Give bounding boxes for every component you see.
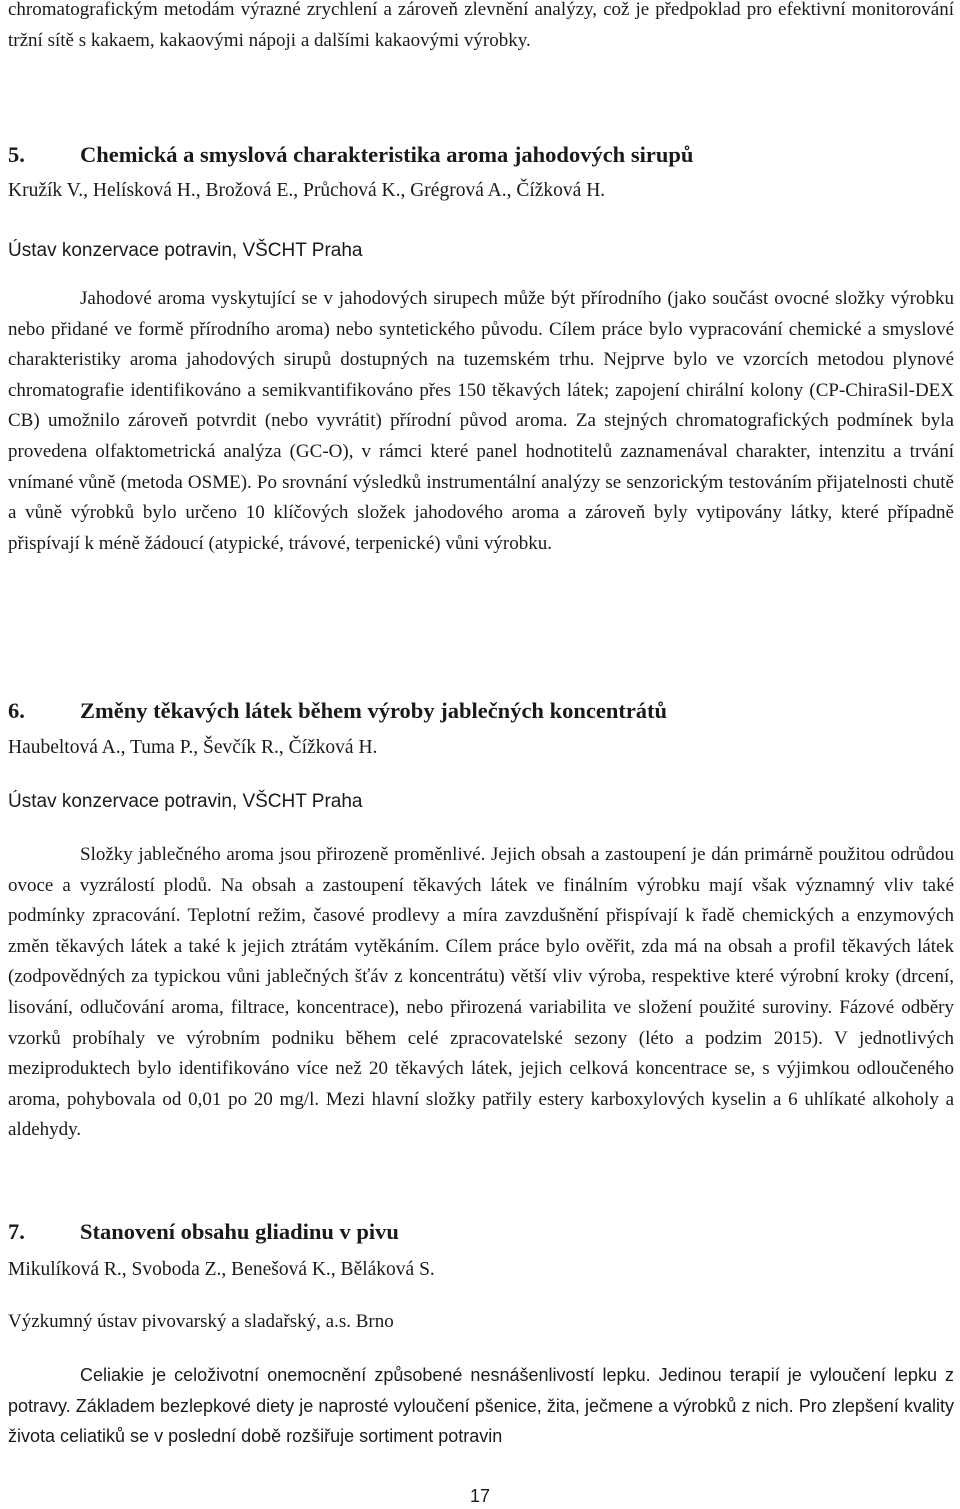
section-title: Chemická a smyslová charakteristika aroma jahodových sirupů [80,142,694,167]
section-institution: Výzkumný ústav pivovarský a sladařský, a.s. Brno [8,1311,394,1332]
section-institution: Ústav konzervace potravin, VŠCHT Praha [8,240,363,261]
section-number: 6. [8,698,25,723]
section-institution: Ústav konzervace potravin, VŠCHT Praha [8,791,363,812]
section-authors: Mikulíková R., Svoboda Z., Benešová K., Běláková S. [8,1259,435,1280]
section-abstract: Složky jablečného aroma jsou přirozeně proměnlivé. Jejich obsah a zastoupení je dán primárně použitou odrůdou ovoce a vyzrálostí plodů. Na obsah a zastoupení těkavých látek ve finálním výrobku mají však významný vliv také podmínky zpracování. Teplotní režim, časové prodlevy a míra zavzdušnění přispívají k řadě chemických a enzymových změn těkavých látek a také k jejich ztrátám vytěkáním. Cílem práce bylo ověřit, zda má na obsah a profil těkavých látek (zodpovědných za typickou vůni jablečných šťáv z koncentrátu) větší vliv výroba, respektive které výrobní kroky (drcení, lisování, odlučování aroma, filtrace, koncentrace), nebo přirozená variabilita ve složení použité suroviny. Fázové odběry vzorků probíhaly ve výrobním podniku během celé zpracovatelské sezony (léto a podzim 2015). V jednotlivých meziproduktech bylo identifikováno více než 20 těkavých látek, jejich celková koncentrace se, s výjimkou odloučeného aroma, pohybovala od 0,01 po 20 mg/l. Mezi hlavní složky patřily estery karboxylových kyselin a 6 uhlíkaté alkoholy a aldehydy. [8,844,954,1141]
section-authors: Kružík V., Helísková H., Brožová E., Průchová K., Grégrová A., Čížková H. [8,180,606,201]
section-authors: Haubeltová A., Tuma P., Ševčík R., Čížková H. [8,737,378,758]
section-title: Změny těkavých látek během výroby jablečných koncentrátů [80,698,668,723]
section-abstract: Jahodové aroma vyskytující se v jahodových sirupech může být přírodního (jako součást ovocné složky výrobku nebo přidané ve formě přírodního aroma) nebo syntetického původu. Cílem práce bylo vypracování chemické a smyslové charakteristiky aroma jahodových sirupů dostupných na tuzemském trhu. Nejprve bylo ve vzorcích metodou plynové chromatografie identifikováno a semikvantifikováno přes 150 těkavých látek; zapojení chirální kolony (CP-ChiraSil-DEX CB) umožnilo zároveň potvrdit (nebo vyvrátit) přírodní původ aroma. Za stejných chromatografických podmínek byla provedena olfaktometrická analýza (GC-O), v rámci které panel hodnotitelů zaznamenával charakter, intenzitu a trvání vnímané vůně (metoda OSME). Po srovnání výsledků instrumentální analýzy se senzorickým testováním přijatelnosti chutě a vůně výrobků bylo určeno 10 klíčových složek jahodového aroma a zároveň byly vytipovány látky, které případně přispívají k méně žádoucí (atypické, trávové, terpenické) vůni výrobku. [8,288,954,554]
section-number: 5. [8,142,25,167]
section-abstract: Celiakie je celoživotní onemocnění způsobené nesnášenlivostí lepku. Jedinou terapií je vyloučení lepku z potravy. Základem bezlepkové diety je naprosté vyloučení pšenice, žita, ječmene a výrobků z nich. Pro zlepšení kvality života celiatiků se v poslední době rozšiřuje sortiment potravin [8,1365,954,1447]
section-heading [8,142,693,168]
section-heading [8,1219,399,1245]
section-title: Stanovení obsahu gliadinu v pivu [80,1219,399,1244]
section-heading [8,698,667,724]
page-number: 17 [469,1486,491,1506]
intro-paragraph: chromatografickým metodám výrazné zrychlení a zároveň zlevnění analýzy, což je předpoklad pro efektivní monitorování tržní sítě s kakaem, kakaovými nápoji a dalšími kakaovými výrobky. [8,0,954,51]
section-number: 7. [8,1219,25,1244]
